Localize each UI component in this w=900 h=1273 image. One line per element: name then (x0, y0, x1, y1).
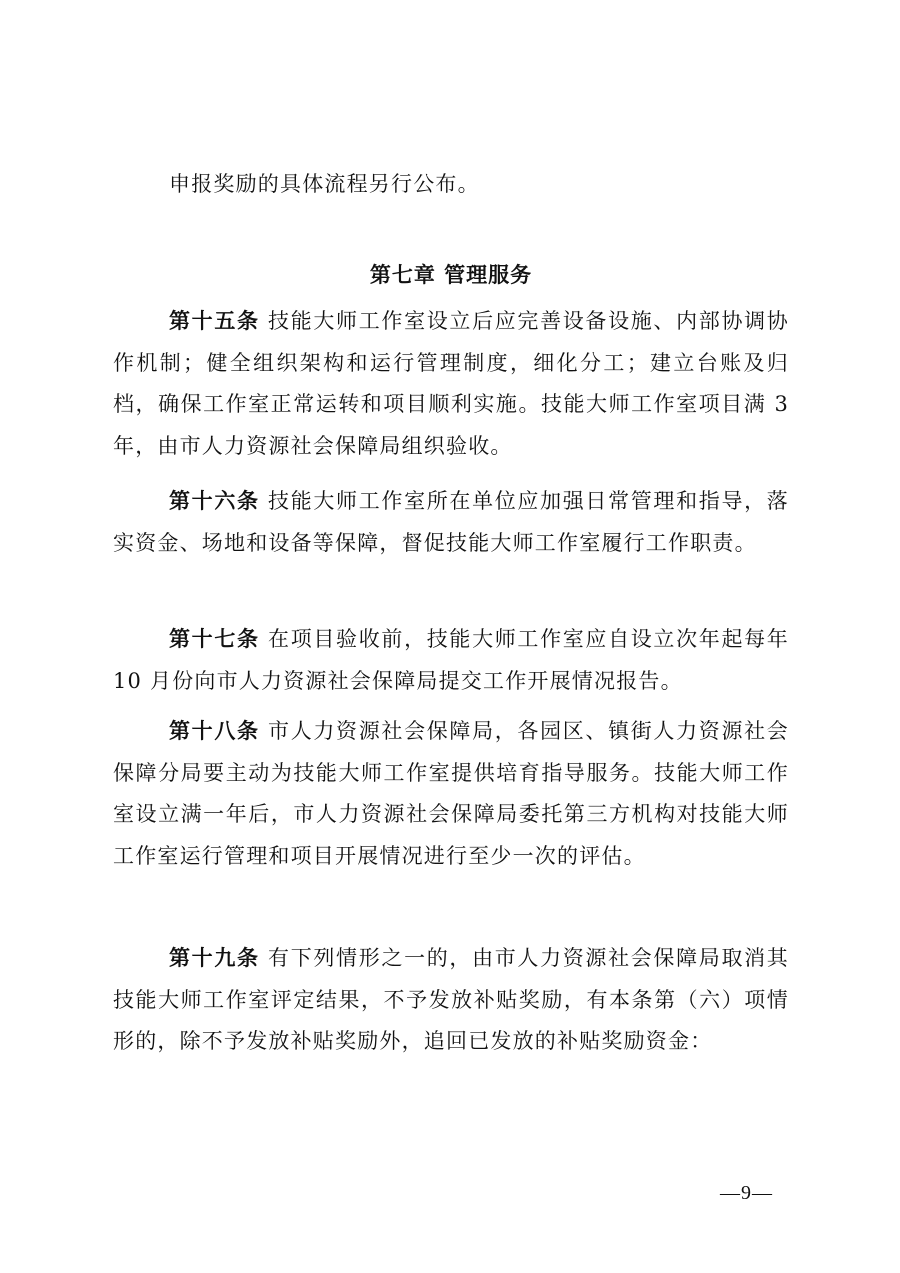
article-17-label: 第十七条 (169, 627, 260, 651)
article-18-text: 市人力资源社会保障局，各园区、镇街人力资源社会保障分局要主动为技能大师工作室提供培育指导服务。技能大师工作室设立满一年后，市人力资源社会保障局委托第三方机构对技能大师工作室运行管理和项目开展情况进行至少一次的评估。 (113, 719, 789, 868)
page-number: —9— (720, 1182, 773, 1204)
article-16 (113, 481, 789, 564)
article-17-text: 在项目验收前，技能大师工作室应自设立次年起每年 10 月份向市人力资源社会保障局提交工作开展情况报告。 (113, 627, 789, 693)
article-15-text: 技能大师工作室设立后应完善设备设施、内部协调协作机制；健全组织架构和运行管理制度，细化分工；建立台账及归档，确保工作室正常运转和项目顺利实施。技能大师工作室项目满 3 年，由市人力资源社会保障局组织验收。 (113, 309, 789, 458)
article-15 (113, 301, 789, 467)
article-16-text: 技能大师工作室所在单位应加强日常管理和指导，落实资金、场地和设备等保障，督促技能大师工作室履行工作职责。 (113, 489, 789, 555)
article-19-label: 第十九条 (169, 946, 260, 970)
article-19-text: 有下列情形之一的，由市人力资源社会保障局取消其技能大师工作室评定结果，不予发放补贴奖励，有本条第（六）项情形的，除不予发放补贴奖励外，追回已发放的补贴奖励资金： (113, 946, 789, 1053)
article-18 (113, 711, 789, 877)
intro-text: 申报奖励的具体流程另行公布。 (169, 172, 480, 196)
article-19 (113, 938, 789, 1063)
article-17 (113, 619, 789, 702)
article-15-label: 第十五条 (169, 309, 260, 333)
article-16-label: 第十六条 (169, 489, 260, 513)
chapter-title: 第七章 管理服务 (369, 263, 533, 287)
article-18-label: 第十八条 (169, 719, 260, 743)
intro-paragraph (113, 164, 789, 206)
